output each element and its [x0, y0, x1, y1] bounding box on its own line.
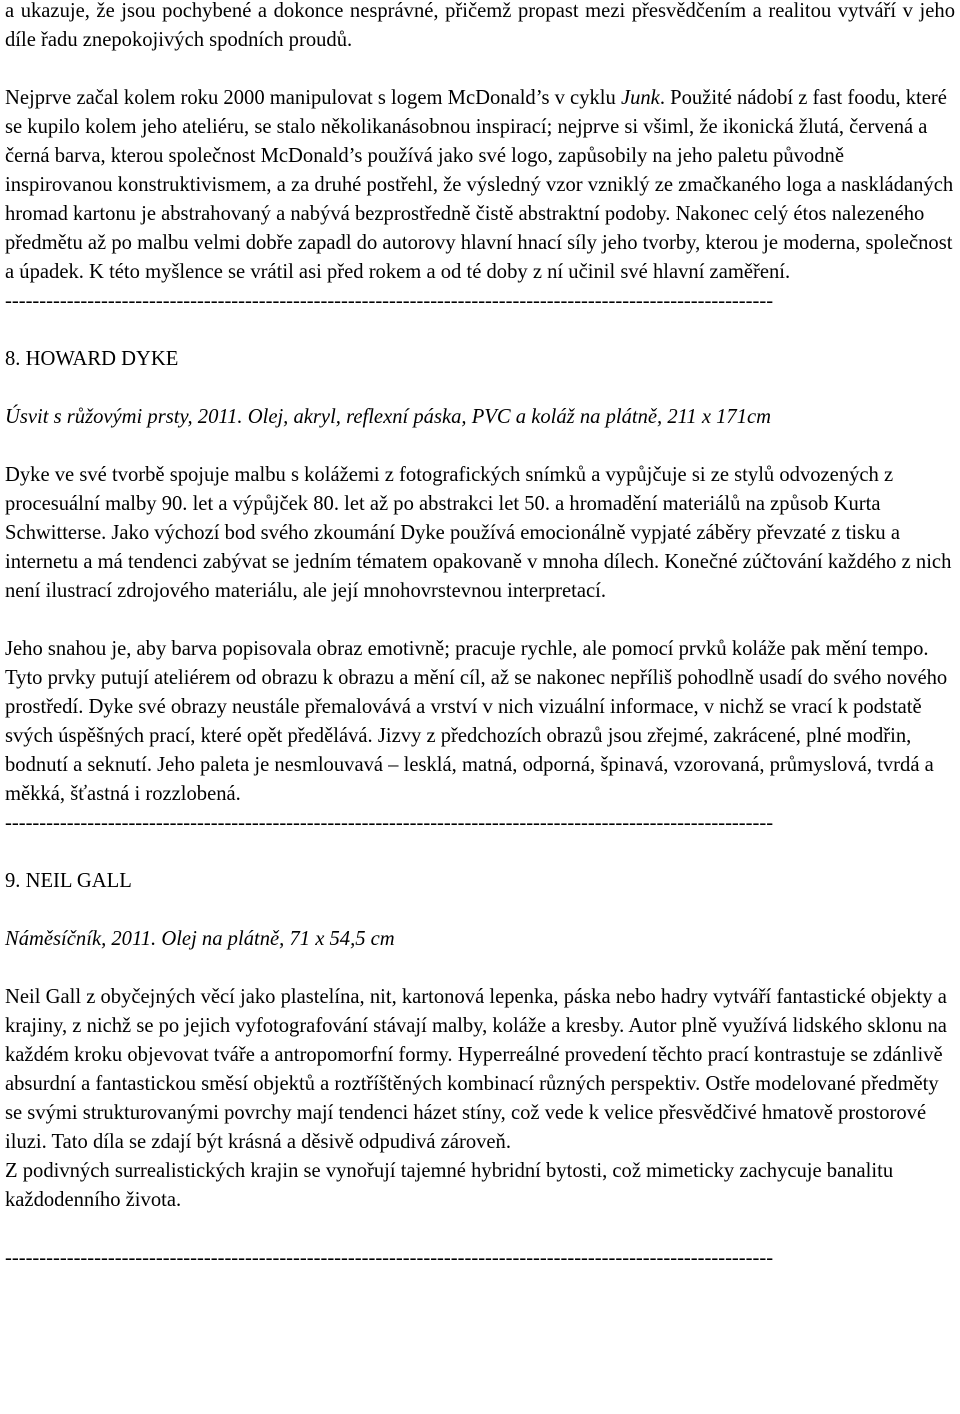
dyke-paragraph-2: Jeho snahou je, aby barva popisovala obraz emotivně; pracuje rychle, ale pomocí prvků koláže pak mění tempo. Tyto prvky putují ateliérem od obrazu k obrazu a mění cíl, až se nakonec nepříliš pohodlně usadí do svého nového prostředí. Dyke své obrazy neustále přemalovává a vrství v nich vizuální informace, v nichž se vrací k podstatě svých úspěšných prací, které opět předělává. Jizvy z předchozích obrazů jsou zřejmé, zakrácené, plné modřin, bodnutí a seknutí. Jeho paleta je nesmlouvavá – lesklá, matná, odporná, špinavá, vzorovaná, průmyslová, tvrdá a měkká, šťastná i rozzlobená.: [5, 638, 948, 805]
dyke-paragraph-1: Dyke ve své tvorbě spojuje malbu s kolážemi z fotografických snímků a vypůjčuje si ze stylů odvozených z procesuální malby 90. let a výpůjček 80. let až po abstrakci let 50. a hromadění materiálů na způsob Kurta Schwitterse. Jako výchozí bod svého zkoumání Dyke používá emocionálně vypjaté záběry převzaté z tisku a internetu a má tendenci zabývat se jedním tématem opakovaně v mnoha dílech. Konečné zúčtování každého z nich není ilustrací zdrojového materiálu, ale její mnohovrstevnou interpretací.: [5, 464, 952, 602]
intro-text-start: Nejprve začal kolem roku 2000 manipulovat s logem McDonald’s v cyklu: [5, 87, 621, 109]
junk-cycle-title: Junk: [620, 87, 660, 109]
spacer: [5, 838, 955, 867]
spacer: [5, 316, 955, 345]
spacer: [5, 55, 955, 84]
section-heading-dyke: 8. HOWARD DYKE: [5, 348, 179, 370]
caption-text: Úsvit s růžovými prsty, 2011. Olej, akryl, reflexní páska, PVC a koláž na plátně, 211 x 171cm: [5, 406, 772, 428]
section-heading-gall: 9. NEIL GALL: [5, 870, 132, 892]
gall-paragraph-1: Neil Gall z obyčejných věcí jako plastelína, nit, kartonová lepenka, páska nebo hadry vytváří fantastické objekty a krajiny, z nichž se po jejich vyfotografování stávají malby, koláže a kresby. Autor plně využívá lidského sklonu na každém kroku objevovat tváře a antropomorfní formy. Hyperreálné provedení těchto prací kontrastuje se zdánlivě absurdní a fantastickou směsí objektů a roztříštěných kombinací různých perspektiv. Ostře modelované předměty se svými strukturovanými povrchy mají tendenci házet stíny, což vede k velice přesvědčivé hmatově prostorové iluzi. Tato díla se zdají být krásná a děsivě odpudivá zároveň.: [5, 986, 947, 1153]
artwork-caption-gall: [5, 925, 955, 954]
separator-line: ----------------------------------------------------------------------------------------------------------------: [5, 812, 774, 834]
separator-line: ----------------------------------------------------------------------------------------------------------------: [5, 1247, 774, 1269]
artwork-caption-dyke: [5, 403, 955, 432]
intro-text-rest: . Použité nádobí z fast foodu, které se kupilo kolem jeho ateliéru, se stalo několikanásobnou inspirací; nejprve si všiml, že ikonická žlutá, červená a černá barva, kterou společnost McDonald’s používá jako své logo, zapůsobily na jeho paletu původně inspirovanou konstruktivismem, a za druhé postřehl, že výsledný vzor vzniklý ze zmačkaného loga a naskládaných hromad kartonu je abstrahovaný a nabývá bezprostředně čistě abstraktní podoby. Nakonec celý étos nalezeného předmětu až po malbu velmi dobře zapadl do autorovy hlavní hnací síly jeho tvorby, kterou je moderna, společnost a úpadek. K této myšlence se vrátil asi před rokem a od té doby z ní učinil své hlavní zaměření.: [5, 87, 954, 283]
intro-paragraph-1: a ukazuje, že jsou pochybené a dokonce nesprávné, přičemž propast mezi přesvědčením a realitou vytváří v jeho díle řadu znepokojivých spodních proudů.: [5, 0, 955, 51]
spacer: [5, 606, 955, 635]
spacer: [5, 432, 955, 461]
spacer: [5, 1215, 955, 1244]
caption-text: Náměsíčník, 2011. Olej na plátně, 71 x 54,5 cm: [5, 928, 395, 950]
document-page: [5, 0, 955, 1273]
gall-paragraph-2: Z podivných surrealistických krajin se vynořují tajemné hybridní bytosti, což mimeticky zachycuje banalitu každodenního života.: [5, 1160, 894, 1211]
spacer: [5, 896, 955, 925]
intro-paragraph-2: [5, 84, 955, 287]
separator-line: ----------------------------------------------------------------------------------------------------------------: [5, 290, 774, 312]
spacer: [5, 954, 955, 983]
spacer: [5, 374, 955, 403]
